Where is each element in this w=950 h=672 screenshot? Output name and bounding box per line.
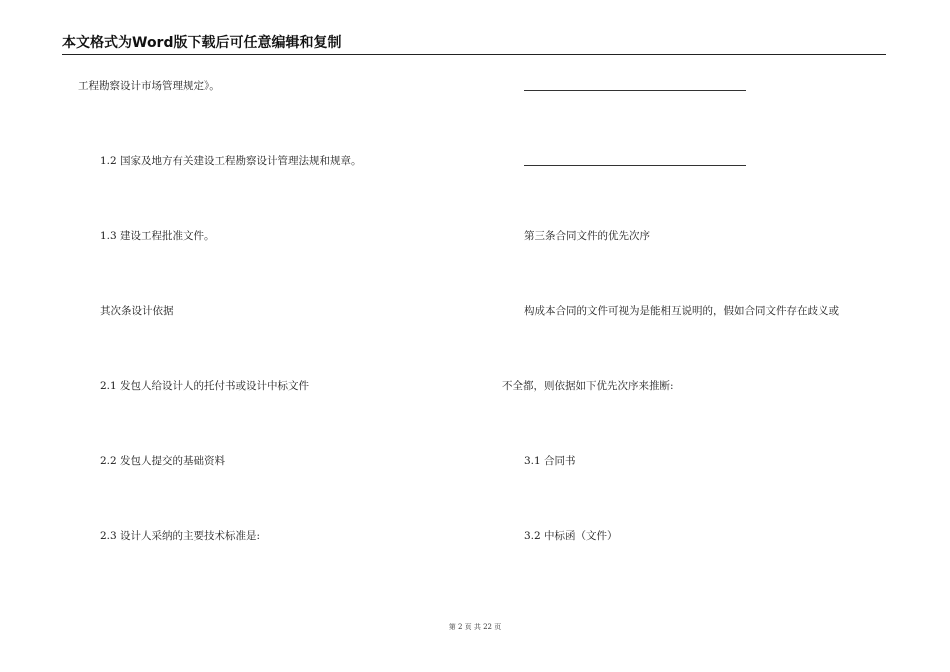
left-line-1: 工程勘察设计市场管理规定》。 <box>78 80 220 92</box>
right-line-1: 第三条合同文件的优先次序 <box>524 230 650 242</box>
right-line-2: 构成本合同的文件可视为是能相互说明的，假如合同文件存在歧义或 <box>524 305 839 317</box>
left-line-4: 其次条设计依据 <box>100 305 174 317</box>
right-line-5: 3.2 中标函（文件） <box>524 530 618 542</box>
header-title: 本文格式为Word版下载后可任意编辑和复制 <box>62 35 342 51</box>
blank-underline-1 <box>524 90 746 91</box>
left-line-3: 1.3 建设工程批准文件。 <box>100 230 215 242</box>
left-line-7: 2.3 设计人采纳的主要技术标准是: <box>100 530 261 542</box>
right-line-3: 不全都，则依据如下优先次序来推断: <box>502 380 674 392</box>
page-number: 第 2 页 共 22 页 <box>448 623 502 631</box>
right-line-4: 3.1 合同书 <box>524 455 576 467</box>
blank-underline-2 <box>524 165 746 166</box>
left-line-2: 1.2 国家及地方有关建设工程勘察设计管理法规和规章。 <box>100 155 362 167</box>
page-header <box>62 34 886 55</box>
left-line-5: 2.1 发包人给设计人的托付书或设计中标文件 <box>100 380 310 392</box>
left-line-6: 2.2 发包人提交的基础资料 <box>100 455 226 467</box>
